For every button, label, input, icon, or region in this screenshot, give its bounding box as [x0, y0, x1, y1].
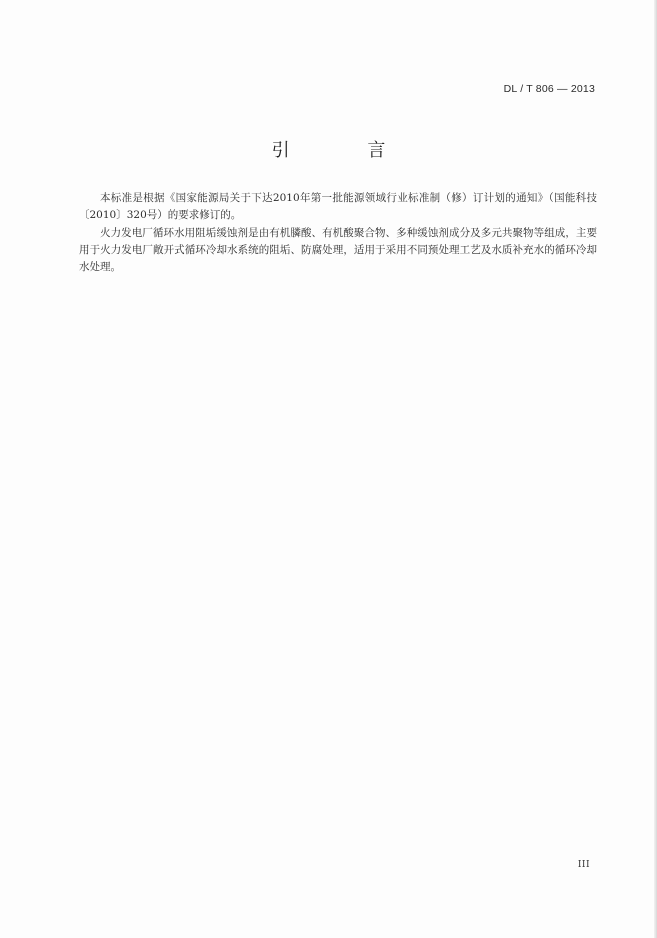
paragraph-1: 本标准是根据《国家能源局关于下达2010年第一批能源领域行业标准制（修）订计划的通知》（国能科技〔2010〕320号）的要求修订的。 [79, 192, 597, 222]
page-title: 引 言 [271, 140, 422, 161]
standard-code: DL / T 806 — 2013 [503, 83, 595, 95]
body-text [79, 190, 597, 276]
paragraph-2: 火力发电厂循环水用阻垢缓蚀剂是由有机膦酸、有机酸聚合物、多种缓蚀剂成分及多元共聚物等组成，主要用于火力发电厂敞开式循环冷却水系统的阻垢、防腐处理，适用于采用不同预处理工艺及水质补充水的循环冷却水处理。 [79, 226, 597, 274]
page-number: III [577, 860, 590, 870]
